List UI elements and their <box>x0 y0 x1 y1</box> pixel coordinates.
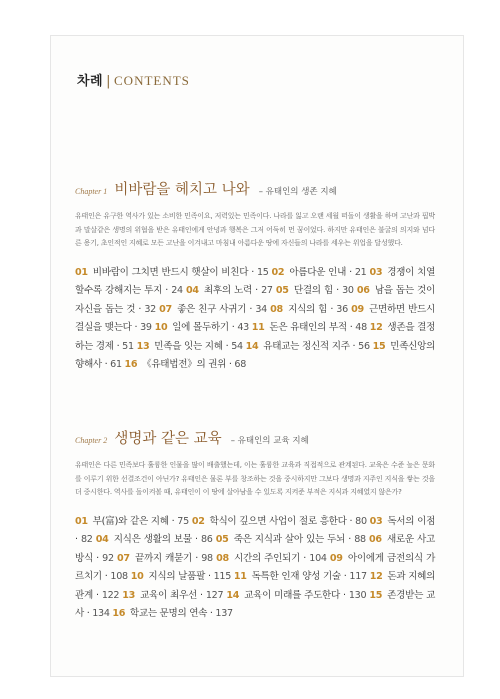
toc-entry-number: 09 <box>351 303 364 315</box>
toc-entry-title: 《유태법전》의 권위 <box>142 359 227 371</box>
toc-entry-number: 15 <box>372 340 386 352</box>
toc-entry: 10 지식의 날품팔 · 115 <box>130 571 232 583</box>
toc-entry-page: 51 <box>122 340 134 352</box>
toc-entry-number: 16 <box>124 359 138 371</box>
toc-entry-number: 07 <box>116 552 130 564</box>
toc-entry: 01 부(富)와 같은 지혜 · 75 <box>75 515 189 527</box>
toc-entry-number: 08 <box>270 303 283 315</box>
contents-separator: | <box>106 74 112 89</box>
toc-entry-title: 학식이 깊으면 사업이 절로 흥한다 <box>209 515 347 527</box>
toc-entry-number: 02 <box>191 515 205 527</box>
chapter-title-row <box>75 180 435 201</box>
toc-entry-title: 죽은 지식과 살아 있는 두뇌 <box>233 534 346 546</box>
toc-entry-number: 07 <box>159 303 172 315</box>
toc-entry-number: 04 <box>95 534 109 546</box>
chapter-title: 비바람을 헤치고 나와 <box>114 182 250 198</box>
toc-entry: 07 좋은 친구 사귀기 · 34 <box>159 303 267 315</box>
toc-entry-title: 아름다운 인내 <box>289 266 347 278</box>
toc-list <box>75 264 435 376</box>
toc-entry: 16 학교는 문명의 연속 · 137 <box>112 608 233 620</box>
toc-entry-page: 137 <box>215 608 233 620</box>
toc-entry-number: 11 <box>251 322 265 334</box>
toc-entry-title: 지식의 날품팔 <box>148 571 206 583</box>
toc-entry-page: 127 <box>205 589 224 601</box>
chapter-2 <box>75 429 435 624</box>
chapter-label: Chapter 2 <box>75 436 108 445</box>
toc-entry: 08 지식의 힘 · 36 <box>270 303 348 315</box>
toc-entry-number: 05 <box>275 285 289 297</box>
toc-entry: 02 아름다운 인내 · 21 <box>271 266 367 278</box>
toc-entry-number: 06 <box>356 285 370 297</box>
toc-entry-page: 130 <box>348 589 367 601</box>
toc-entry-page: 54 <box>231 340 243 352</box>
toc-entry-number: 09 <box>329 552 343 564</box>
toc-entry-title: 일에 몰두하기 <box>172 322 229 334</box>
toc-entry-title: 아이에게 금전의식 가르치기 <box>75 552 436 583</box>
toc-entry-number: 12 <box>369 571 383 583</box>
toc-entry-page: 88 <box>354 534 366 546</box>
contents-title-en: CONTENTS <box>114 73 190 88</box>
toc-entry-title: 지식은 생활의 보물 <box>113 534 192 546</box>
toc-entry: 07 끝까지 캐묻기 · 98 <box>116 552 213 564</box>
toc-entry-title: 존경받는 교사 <box>75 589 436 620</box>
toc-entry: 05 죽은 지식과 살아 있는 두뇌 · 88 <box>215 534 366 546</box>
toc-entry-page: 27 <box>261 285 273 297</box>
toc-entry-title: 돈은 유태인의 부적 <box>269 322 347 334</box>
toc-entry-page: 134 <box>92 608 110 620</box>
toc-entry-page: 24 <box>171 285 183 297</box>
toc-entry-title: 남을 돕는 것이 자신을 돕는 것 <box>75 285 435 315</box>
toc-entry-page: 108 <box>110 571 128 583</box>
toc-entry: 10 일에 몰두하기 · 43 <box>154 322 249 334</box>
contents-header <box>77 70 190 89</box>
toc-entry-page: 117 <box>349 571 367 583</box>
toc-entry-title: 독서의 이점 <box>387 515 436 527</box>
toc-entry-title: 돈과 지혜의 관계 <box>75 571 436 601</box>
toc-entry-number: 16 <box>112 608 126 620</box>
toc-entry-page: 21 <box>354 266 367 278</box>
toc-entry: 06 새로운 사고방식 · 92 <box>75 534 435 564</box>
toc-entry-number: 12 <box>369 322 383 334</box>
toc-entry: 03 경쟁이 치열할수록 강해지는 투지 · 24 <box>75 266 436 297</box>
toc-entry-page: 43 <box>237 322 249 334</box>
chapter-title-row <box>75 429 435 450</box>
toc-entry: 11 돈은 유태인의 부적 · 48 <box>251 322 367 334</box>
contents-title-ko: 차례 <box>77 74 104 89</box>
toc-entry-page: 75 <box>177 515 189 527</box>
toc-entry-page: 122 <box>101 589 120 601</box>
toc-entry-title: 학교는 문명의 연속 <box>129 608 208 620</box>
toc-entry-number: 04 <box>186 285 199 297</box>
toc-entry-number: 14 <box>226 589 240 601</box>
toc-entry-number: 11 <box>233 571 247 583</box>
toc-entry-title: 교육이 미래를 주도한다 <box>244 589 340 601</box>
chapter-title: 생명과 같은 교육 <box>114 431 222 447</box>
toc-entry: 14 교육이 미래를 주도한다 · 130 <box>226 589 367 601</box>
toc-entry-number: 10 <box>130 571 144 583</box>
toc-entry: 01 비바람이 그치면 반드시 햇살이 비친다 · 15 <box>75 266 269 278</box>
toc-entry: 15 민족신앙의 향해사 · 61 <box>75 340 436 371</box>
toc-entry-page: 68 <box>234 359 247 371</box>
toc-entry-title: 시간의 주인되기 <box>234 552 301 564</box>
toc-entry: 11 독특한 인재 양성 기술 · 117 <box>233 571 367 583</box>
toc-list <box>75 513 435 625</box>
toc-entry: 13 민족을 잇는 지혜 · 54 <box>136 340 243 352</box>
toc-entry: 04 최후의 노력 · 27 <box>186 285 273 297</box>
toc-entry-title: 좋은 친구 사귀기 <box>177 303 247 315</box>
toc-entry: 09 아이에게 금전의식 가르치기 · 108 <box>75 552 436 583</box>
toc-entry-page: 34 <box>255 303 267 315</box>
chapter-intro: 유태인은 다른 민족보다 훌륭한 인물을 많이 배출했는데, 이는 훌륭한 교육과 직접적으로 관계된다. 교육은 수준 높은 문화를 이루기 위한 선결조건이 아닌가? 유태인은 물론 부를 창조하는 것을 중시하지만 그보다 생명과 지주인 지식을 쌓는 것을 더 중시한다. 역사를 돌이켜볼 때, 유태인이 이 땅에 살아남을 수 있도록 지켜준 부적은 지식과 지혜였지 않은가? <box>75 461 435 496</box>
toc-entry-number: 13 <box>136 340 150 352</box>
toc-entry-title: 교육이 최우선 <box>140 589 197 601</box>
toc-entry-page: 104 <box>309 552 327 564</box>
toc-entry: 06 남을 돕는 것이 자신을 돕는 것 · 32 <box>75 285 435 315</box>
toc-entry-page: 39 <box>140 322 152 334</box>
toc-entry-number: 03 <box>369 266 383 278</box>
chapter-subtitle: – 유태인의 교육 지혜 <box>230 436 309 446</box>
toc-entry: 03 독서의 이점 · 82 <box>75 515 436 546</box>
toc-entry-title: 유태교는 정신적 지주 <box>263 340 350 352</box>
toc-entry-number: 05 <box>215 534 229 546</box>
toc-entry-title: 근면하면 반드시 결실을 맺는다 <box>75 303 435 334</box>
toc-entry: 12 생존을 결정하는 경제 · 51 <box>75 322 436 352</box>
toc-entry: 08 시간의 주인되기 · 104 <box>216 552 327 564</box>
chapter-intro: 유태인은 유구한 역사가 있는 소비한 민족이요, 저력있는 민족이다. 나라를 잃고 오랜 세월 떠돌이 생활을 하며 고난과 핍박과 말살같은 생명의 위협을 받은 유태인에게 안녕과 행복은 그저 어둑히 먼 꿈이었다. 하지만 유태인은 불굴의 의지와 넘다른 용기, 초인적인 지혜로 모든 고난을 이겨내고 마침내 아름다운 땅에 자신들의 나라를 세우는 위업을 달성했다. <box>75 212 435 247</box>
toc-entry-page: 82 <box>80 534 93 546</box>
toc-entry: 12 돈과 지혜의 관계 · 122 <box>75 571 436 601</box>
toc-entry-number: 01 <box>75 515 88 527</box>
toc-entry-number: 06 <box>369 534 382 546</box>
toc-entry-page: 30 <box>342 285 354 297</box>
toc-entry-page: 56 <box>358 340 370 352</box>
toc-entry-page: 48 <box>355 322 367 334</box>
chapter-subtitle: – 유태인의 생존 지혜 <box>258 187 337 197</box>
toc-entry: 04 지식은 생활의 보물 · 86 <box>95 534 213 546</box>
toc-entry-title: 민족신앙의 향해사 <box>75 340 436 371</box>
toc-entry-title: 단결의 힘 <box>293 285 333 297</box>
toc-entry: 05 단결의 힘 · 30 <box>275 285 354 297</box>
toc-entry: 02 학식이 깊으면 사업이 절로 흥한다 · 80 <box>191 515 367 527</box>
toc-entry-page: 36 <box>336 303 348 315</box>
toc-entry-title: 생존을 결정하는 경제 <box>75 322 436 352</box>
toc-entry-page: 80 <box>355 515 367 527</box>
toc-entry-title: 독특한 인재 양성 기술 <box>251 571 341 583</box>
toc-entry-number: 10 <box>154 322 168 334</box>
toc-entry-page: 98 <box>201 552 213 564</box>
toc-entry: 16 《유태법전》의 권위 · 68 <box>124 359 247 371</box>
toc-entry-number: 14 <box>245 340 259 352</box>
toc-entry-number: 13 <box>122 589 136 601</box>
toc-entry-title: 부(富)와 같은 지혜 <box>92 515 169 527</box>
toc-entry-number: 08 <box>216 552 229 564</box>
toc-entry: 14 유태교는 정신적 지주 · 56 <box>245 340 370 352</box>
toc-entry: 09 근면하면 반드시 결실을 맺는다 · 39 <box>75 303 435 334</box>
toc-entry-page: 115 <box>213 571 232 583</box>
toc-entry-number: 15 <box>369 589 383 601</box>
toc-entry-page: 15 <box>256 266 269 278</box>
toc-entry: 13 교육이 최우선 · 127 <box>122 589 224 601</box>
toc-entry-page: 92 <box>102 552 114 564</box>
toc-entry-number: 03 <box>369 515 383 527</box>
chapter-label: Chapter 1 <box>75 187 108 196</box>
toc-entry-title: 민족을 잇는 지혜 <box>154 340 223 352</box>
toc-entry-number: 02 <box>271 266 285 278</box>
toc-entry-page: 61 <box>110 359 122 371</box>
toc-entry-title: 지식의 힘 <box>288 303 328 315</box>
toc-entry-page: 86 <box>200 534 213 546</box>
toc-entry-title: 새로운 사고방식 <box>75 534 435 564</box>
chapter-1 <box>75 180 435 375</box>
toc-entry: 15 존경받는 교사 · 134 <box>75 589 436 620</box>
toc-entry-title: 비바람이 그치면 반드시 햇살이 비친다 <box>92 266 249 278</box>
toc-entry-title: 끝까지 캐묻기 <box>134 552 193 564</box>
toc-entry-title: 경쟁이 치열할수록 강해지는 투지 <box>75 266 436 297</box>
toc-entry-page: 32 <box>144 303 156 315</box>
toc-entry-title: 최후의 노력 <box>203 285 252 297</box>
toc-entry-number: 01 <box>75 266 88 278</box>
